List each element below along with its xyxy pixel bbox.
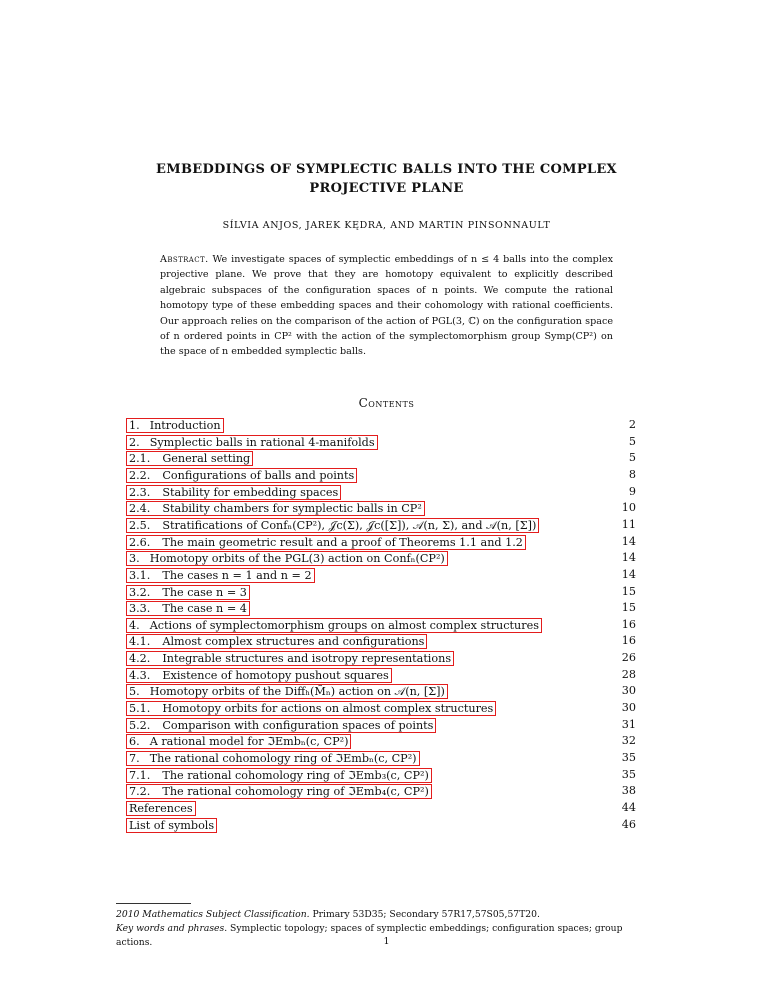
toc-title: Stratifications of Confₙ(CP²), 𝒥c(Σ), 𝒥c([Σ]), 𝒜(n, Σ), and 𝒜(n, [Σ]): [162, 518, 537, 532]
toc-page-number: 16: [621, 617, 636, 631]
msc-text: Primary 53D35; Secondary 57R17,57S05,57T20.: [312, 909, 540, 920]
toc-page-number: 16: [621, 634, 636, 648]
toc-title: General setting: [162, 452, 251, 466]
toc-page-number: 35: [621, 767, 636, 781]
toc-title: The rational cohomology ring of ℑEmb₄(c, CP²): [162, 785, 429, 799]
toc-row: [126, 567, 636, 583]
toc-row: [126, 417, 636, 433]
toc-link[interactable]: [126, 734, 351, 749]
toc-link[interactable]: [126, 435, 378, 450]
toc-link[interactable]: [126, 601, 250, 616]
toc-row: [126, 584, 636, 600]
toc-link[interactable]: [126, 818, 217, 833]
toc-title: Introduction: [149, 419, 221, 432]
toc-row: [126, 500, 636, 516]
toc-link[interactable]: [126, 668, 392, 683]
toc-page-number: 31: [621, 717, 636, 731]
toc-title: The rational cohomology ring of ℑEmb₃(c, CP²): [162, 768, 429, 782]
footnote-divider: [116, 903, 191, 904]
toc-link[interactable]: [126, 801, 196, 816]
paper-authors: SÍLVIA ANJOS, JAREK KĘDRA, AND MARTIN PINSONNAULT: [222, 220, 551, 231]
toc-row: [126, 700, 636, 716]
toc-number: 5.1.: [129, 702, 151, 716]
toc-page-number: 28: [621, 667, 636, 681]
toc-page-number: 35: [621, 751, 636, 764]
toc-row: [126, 800, 636, 816]
toc-title: Actions of symplectomorphism groups on almost complex structures: [149, 618, 539, 632]
toc-number: 7.1.: [129, 768, 151, 782]
toc-row: [126, 667, 636, 683]
contents-heading: Contents: [358, 396, 415, 410]
toc-number: 2.4.: [129, 502, 151, 516]
toc-number: 7.: [129, 752, 140, 765]
toc-link[interactable]: [126, 568, 315, 583]
toc-row: [126, 467, 636, 483]
toc-title: Homotopy orbits of the PGL(3) action on Confₙ(CP²): [149, 552, 445, 566]
toc-title: Comparison with configuration spaces of points: [162, 718, 434, 732]
keywords-text: Symplectic topology; spaces of symplectic embeddings; configuration spaces; group actions.: [116, 923, 623, 948]
toc-link[interactable]: [126, 468, 357, 483]
toc-row: [126, 733, 636, 749]
toc-number: 3.1.: [129, 568, 151, 582]
toc-row: [126, 683, 636, 699]
toc-title: Configurations of balls and points: [162, 468, 355, 482]
toc-row: [126, 650, 636, 666]
toc-number: 2.2.: [129, 468, 151, 482]
toc-title: Homotopy orbits of the Diffₕ(M̃ₙ) action on 𝒜(n, [Σ]): [149, 685, 445, 699]
toc-row: [126, 783, 636, 799]
toc-page-number: 5: [628, 451, 636, 465]
toc-title: Almost complex structures and configurations: [162, 635, 425, 649]
toc-row: [126, 617, 636, 633]
toc-page-number: 38: [621, 784, 636, 798]
toc-title: The case n = 3: [162, 585, 247, 599]
toc-number: 4.3.: [129, 668, 151, 682]
toc-link[interactable]: [126, 585, 250, 600]
toc-title: Homotopy orbits for actions on almost complex structures: [162, 702, 494, 716]
toc-page-number: 15: [621, 601, 636, 615]
toc-title: Stability chambers for symplectic balls in CP²: [162, 502, 422, 516]
msc-label: 2010 Mathematics Subject Classification.: [116, 909, 310, 920]
toc-page-number: 14: [621, 567, 636, 581]
toc-title: References: [129, 801, 193, 815]
toc-link[interactable]: [126, 701, 496, 716]
toc-number: 4.1.: [129, 635, 151, 649]
toc-page-number: 14: [621, 534, 636, 548]
toc-number: 3.3.: [129, 602, 151, 616]
toc-title: Existence of homotopy pushout squares: [162, 668, 389, 682]
toc-page-number: 2: [628, 418, 636, 431]
msc-footnote: [116, 908, 656, 922]
toc-link[interactable]: [126, 485, 341, 500]
toc-page-number: 5: [628, 434, 636, 448]
toc-link[interactable]: [126, 618, 542, 633]
toc-page-number: 9: [628, 484, 636, 498]
toc-link[interactable]: [126, 784, 432, 799]
toc-page-number: 8: [628, 467, 636, 481]
toc-page-number: 11: [621, 517, 636, 531]
toc-number: 4.: [129, 618, 140, 632]
toc-link[interactable]: [126, 551, 448, 566]
toc-number: 2.6.: [129, 535, 151, 549]
toc-row: [126, 717, 636, 733]
toc-number: 5.: [129, 685, 140, 699]
toc-row: [126, 750, 636, 766]
toc-link[interactable]: [126, 451, 253, 466]
toc-link[interactable]: [126, 751, 420, 766]
toc-row: [126, 633, 636, 649]
toc-title: The cases n = 1 and n = 2: [162, 568, 312, 582]
keywords-label: Key words and phrases.: [116, 923, 228, 934]
toc-row: [126, 534, 636, 550]
toc-title: A rational model for ℑEmbₙ(c, CP²): [149, 735, 349, 749]
toc-title: Integrable structures and isotropy representations: [162, 652, 452, 666]
toc-number: 2.1.: [129, 452, 151, 466]
paper-title: EMBEDDINGS OF SYMPLECTIC BALLS INTO THE COMPLEX PROJECTIVE PLANE: [156, 162, 617, 196]
toc-link[interactable]: [126, 418, 224, 433]
toc-link[interactable]: [126, 768, 432, 783]
toc-row: [126, 767, 636, 783]
toc-number: 1.: [129, 419, 140, 432]
toc-row: [126, 817, 636, 833]
toc-number: 7.2.: [129, 785, 151, 799]
toc-link[interactable]: [126, 684, 448, 699]
toc-row: [126, 434, 636, 450]
toc-page-number: 32: [621, 734, 636, 748]
abstract-text: We investigate spaces of symplectic embeddings of n ≤ 4 balls into the complex projective plane. We prove that they are homotopy equivalent to explicitly described algebraic subspaces of the configuration spaces of n points. We compute the rational homotopy type of these embedding spaces and their cohomology with rational coefficients. Our approach relies on the comparison of the action of PGL(3, ℂ) on the configuration space of n ordered points in CP² with the action of the symplectomorphism group Symp(CP²) on the space of n embedded symplectic balls.: [160, 254, 613, 358]
toc-row: [126, 450, 636, 466]
toc-title: The rational cohomology ring of ℑEmbₙ(c, CP²): [149, 752, 417, 765]
toc-page-number: 10: [621, 501, 636, 515]
toc-title: List of symbols: [129, 818, 215, 832]
toc-link[interactable]: [126, 501, 425, 516]
toc-title: The case n = 4: [162, 602, 247, 616]
toc-link[interactable]: [126, 718, 436, 733]
toc-number: 2.3.: [129, 485, 151, 499]
toc-title: The main geometric result and a proof of Theorems 1.1 and 1.2: [162, 535, 523, 549]
toc-number: 3.2.: [129, 585, 151, 599]
toc-link[interactable]: [126, 518, 539, 533]
toc-title: Stability for embedding spaces: [162, 485, 339, 499]
toc-link[interactable]: [126, 651, 454, 666]
toc-row: [126, 550, 636, 566]
toc-link[interactable]: [126, 634, 427, 649]
toc-number: 4.2.: [129, 652, 151, 666]
toc-number: 2.: [129, 435, 140, 449]
toc-page-number: 44: [621, 800, 636, 814]
page-number: 1: [383, 936, 390, 947]
toc-number: 2.5.: [129, 518, 151, 532]
toc-link[interactable]: [126, 535, 526, 550]
toc-number: 6.: [129, 735, 140, 749]
toc-row: [126, 600, 636, 616]
toc-title: Symplectic balls in rational 4-manifolds: [149, 435, 375, 449]
toc-page-number: 15: [621, 584, 636, 598]
abstract: [160, 252, 613, 360]
toc-page-number: 46: [621, 817, 636, 831]
toc-page-number: 26: [621, 651, 636, 665]
toc-page-number: 30: [621, 684, 636, 698]
toc-page-number: 14: [621, 551, 636, 565]
toc-row: [126, 484, 636, 500]
toc-number: 3.: [129, 552, 140, 566]
toc-number: 5.2.: [129, 718, 151, 732]
toc-page-number: 30: [621, 701, 636, 715]
toc-row: [126, 517, 636, 533]
abstract-label: Abstract.: [160, 254, 209, 265]
